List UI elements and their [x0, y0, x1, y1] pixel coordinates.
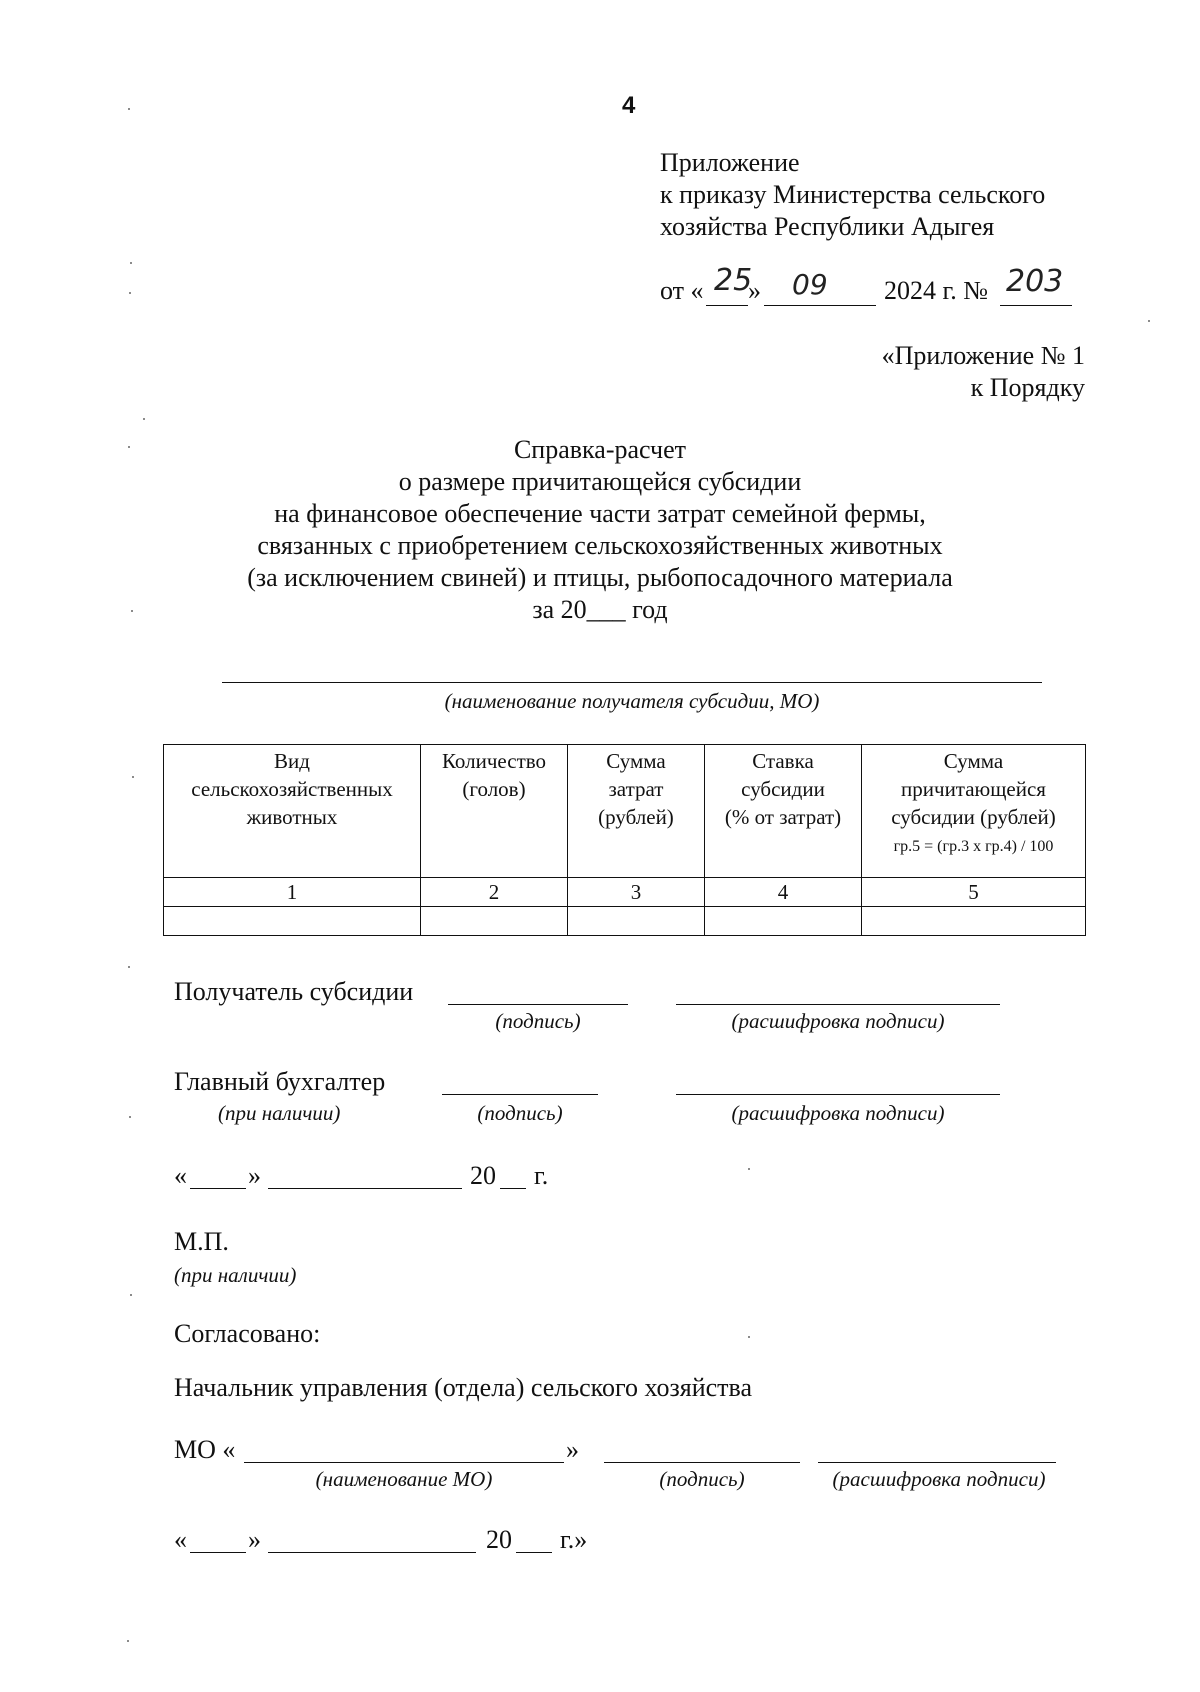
title-line: (за исключением свиней) и птицы, рыбопосадочного материала	[247, 563, 953, 592]
date-month-underline	[764, 305, 876, 306]
title-line: связанных с приобретением сельскохозяйственных животных	[257, 531, 943, 560]
title-line: Справка-расчет	[513, 435, 687, 464]
accountant-signature-caption: (подпись)	[477, 1101, 563, 1125]
date-prefix: от «	[660, 276, 704, 305]
recipient-signature-line	[448, 1004, 628, 1005]
header-text: (рублей)	[598, 805, 674, 829]
header-text: Сумма	[943, 749, 1004, 773]
scan-speck	[128, 446, 130, 448]
date-mid: »	[748, 276, 761, 305]
accountant-decoding-caption: (расшифровка подписи)	[731, 1101, 945, 1125]
appendix-order-line: к приказу Министерства сельского	[660, 180, 1046, 209]
recipient-name-line	[222, 682, 1042, 683]
title-line: на финансовое обеспечение части затрат семейной фермы,	[274, 499, 926, 528]
date-suffix: г.	[534, 1161, 549, 1190]
scan-speck	[748, 1168, 750, 1170]
accountant-label: Главный бухгалтер	[174, 1067, 386, 1096]
head-decoding-caption: (расшифровка подписи)	[832, 1467, 1046, 1491]
order-number-underline	[1000, 305, 1072, 306]
accountant-decoding-line	[676, 1094, 1000, 1095]
head-signature-line	[604, 1462, 800, 1463]
title-line: за 20___ год	[532, 595, 668, 624]
header-formula: гр.5 = (гр.3 х гр.4) / 100	[893, 838, 1054, 855]
mo-name-caption: (наименование МО)	[315, 1467, 493, 1491]
scan-speck	[1148, 320, 1150, 322]
date-month: 09	[792, 268, 828, 301]
scan-speck	[143, 418, 145, 420]
page-number: 4	[622, 92, 636, 119]
agreed-label: Согласовано:	[174, 1319, 321, 1348]
date-year: 2024 г. №	[884, 276, 989, 305]
header-text: затрат	[608, 777, 664, 801]
appendix-title: Приложение	[660, 148, 800, 177]
accountant-signature-line	[442, 1094, 598, 1095]
date-month-blank	[268, 1552, 476, 1553]
header-rate	[705, 745, 862, 878]
header-text: (% от затрат)	[724, 805, 842, 829]
mo-prefix: МО «	[174, 1435, 236, 1464]
column-number: 1	[164, 878, 421, 907]
mo-suffix: »	[566, 1435, 579, 1464]
column-number: 4	[705, 878, 862, 907]
header-text: Ставка	[752, 749, 814, 773]
stamp-place: М.П.	[174, 1227, 229, 1256]
header-animal-type	[164, 745, 421, 878]
date-suffix-end: г.»	[560, 1525, 588, 1554]
calculation-table	[163, 744, 1086, 936]
header-text: сельскохозяйственных	[191, 777, 393, 801]
date-year-blank	[500, 1188, 526, 1189]
scan-speck	[131, 610, 133, 612]
header-text: Вид	[274, 749, 310, 773]
table-cell	[862, 907, 1086, 936]
header-text: животных	[246, 805, 338, 829]
recipient-label: Получатель субсидии	[174, 977, 414, 1006]
scan-speck	[129, 292, 131, 294]
head-signature-caption: (подпись)	[659, 1467, 745, 1491]
recipient-caption: (наименование получателя субсидии, МО)	[444, 689, 820, 713]
appendix-ministry-line: хозяйства Республики Адыгея	[660, 212, 995, 241]
table-header-row	[164, 745, 1086, 878]
scan-speck	[128, 108, 130, 110]
table-number-row	[164, 878, 1086, 907]
scan-speck	[130, 262, 132, 264]
department-head-label: Начальник управления (отдела) сельского хозяйства	[174, 1373, 753, 1402]
scan-speck	[130, 1294, 132, 1296]
date-day-blank	[190, 1188, 246, 1189]
header-subsidy-amount	[862, 745, 1086, 878]
recipient-decoding-caption: (расшифровка подписи)	[731, 1009, 945, 1033]
date-close-quote: »	[248, 1525, 261, 1554]
date-year-prefix: 20	[486, 1525, 512, 1554]
date-month-blank	[268, 1188, 462, 1189]
table-cell	[705, 907, 862, 936]
recipient-decoding-line	[676, 1004, 1000, 1005]
date-day-underline	[706, 305, 748, 306]
scan-speck	[128, 966, 130, 968]
header-text: (голов)	[462, 777, 526, 801]
date-day: 25	[714, 263, 753, 298]
column-number: 5	[862, 878, 1086, 907]
header-text: причитающейся	[901, 777, 1046, 801]
date-close-quote: »	[248, 1161, 261, 1190]
header-text: Сумма	[606, 749, 666, 773]
date-year-blank	[516, 1552, 552, 1553]
scan-speck	[129, 1116, 131, 1118]
date-year-prefix: 20	[470, 1161, 496, 1190]
date-open-quote: «	[174, 1161, 187, 1190]
scan-speck	[127, 1640, 129, 1642]
title-line: о размере причитающейся субсидии	[398, 467, 802, 496]
table-cell	[568, 907, 705, 936]
date-open-quote: «	[174, 1525, 187, 1554]
header-text: Количество	[441, 749, 547, 773]
mo-name-line	[244, 1462, 564, 1463]
accountant-if-any: (при наличии)	[218, 1101, 341, 1125]
attachment-title: «Приложение № 1	[881, 341, 1085, 370]
header-text: субсидии	[741, 777, 825, 801]
stamp-if-any: (при наличии)	[174, 1263, 297, 1287]
column-number: 3	[568, 878, 705, 907]
order-number: 203	[1006, 264, 1064, 299]
scan-speck	[748, 1336, 750, 1338]
header-quantity	[421, 745, 568, 878]
header-costs	[568, 745, 705, 878]
attachment-order: к Порядку	[970, 373, 1085, 402]
table-cell	[421, 907, 568, 936]
scan-speck	[132, 776, 134, 778]
header-text: субсидии (рублей)	[891, 805, 1056, 829]
column-number: 2	[421, 878, 568, 907]
table-cell	[164, 907, 421, 936]
document-title	[160, 434, 1040, 626]
date-day-blank	[190, 1552, 246, 1553]
table-data-row	[164, 907, 1086, 936]
recipient-signature-caption: (подпись)	[495, 1009, 581, 1033]
head-decoding-line	[818, 1462, 1056, 1463]
